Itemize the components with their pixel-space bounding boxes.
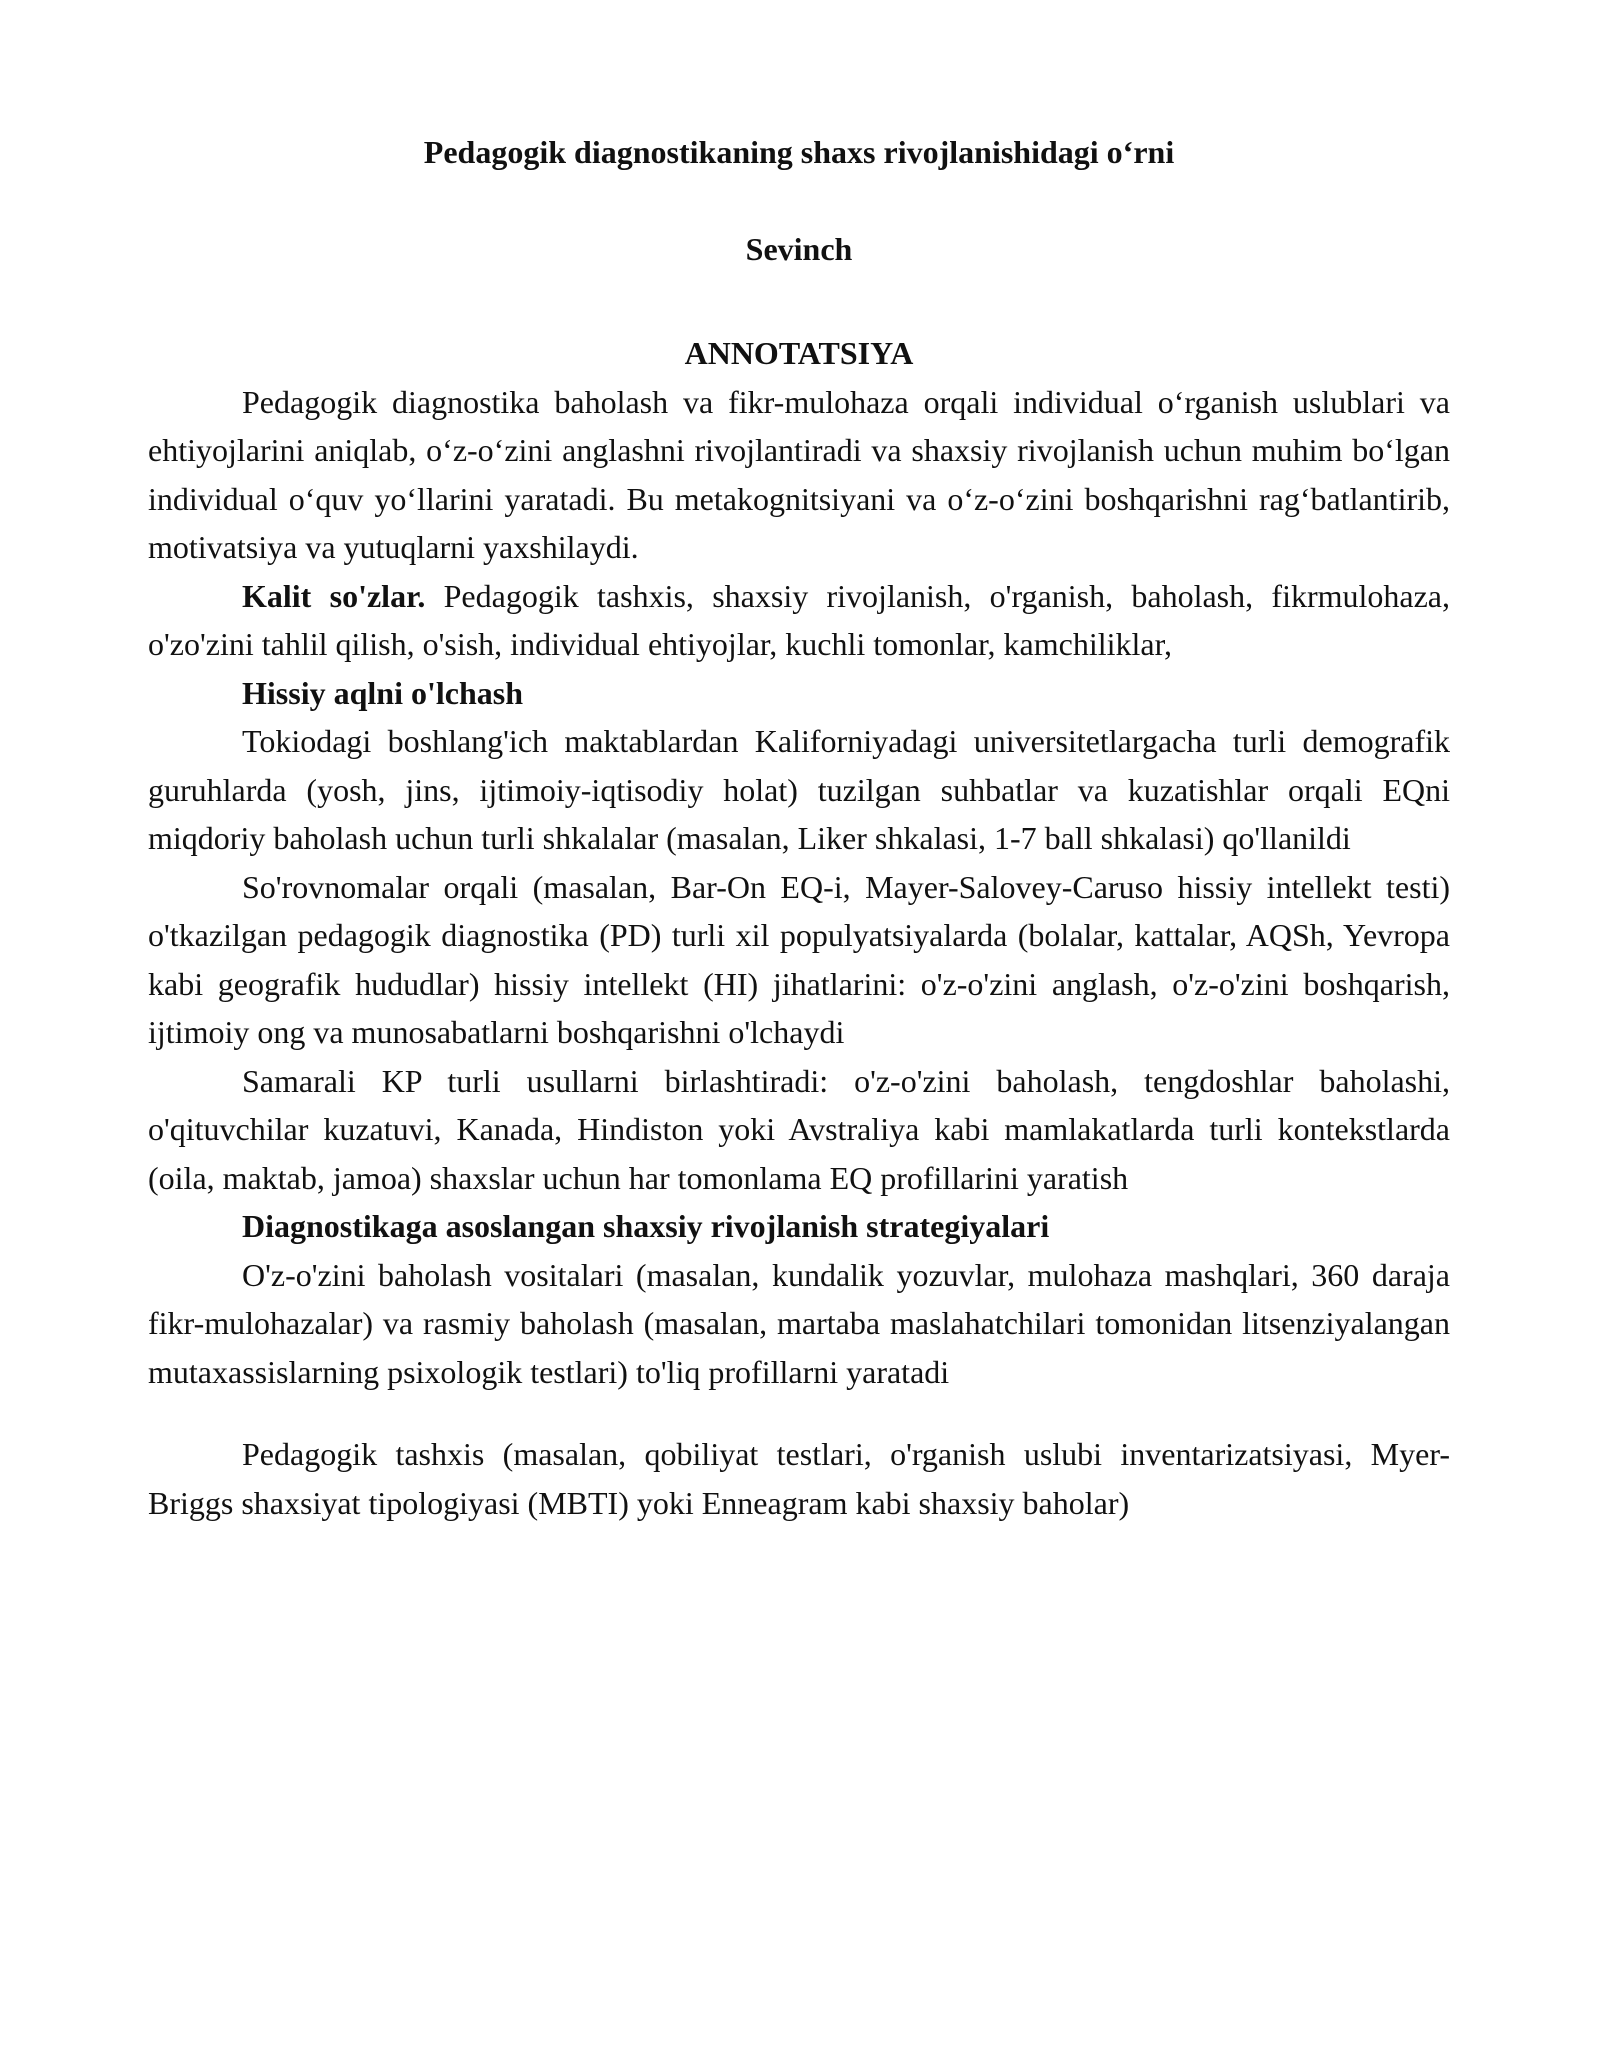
page-bottom-cut [148, 1430, 1450, 1527]
document-body [148, 128, 1450, 1527]
keywords-paragraph [148, 572, 1450, 669]
annotation-paragraph: Pedagogik diagnostika baholash va fikr-mulohaza orqali individual oʻrganish uslublari va ehtiyojlarini aniqlab, oʻz-oʻzini anglashni rivojlantiradi va shaxsiy rivojlanish uchun muhim boʻlgan individual oʻquv yoʻllarini yaratadi. Bu metakognitsiyani va oʻz-oʻzini boshqarishni ragʻbatlantirib, motivatsiya va yutuqlarni yaxshilaydi. [148, 383, 1450, 565]
section-paragraph: Samarali KP turli usullarni birlashtiradi: o'z-o'zini baholash, tengdoshlar baholashi, o'qituvchilar kuzatuvi, Kanada, Hindiston yoki Avstraliya kabi mamlakatlarda turli kontekstlarda (oila, maktab, jamoa) shaxslar uchun har tomonlama EQ profillarini yaratish [148, 1062, 1450, 1196]
section-paragraph: Tokiodagi boshlang'ich maktablardan Kaliforniyadagi universitetlargacha turli demografik guruhlarda (yosh, jins, ijtimoiy-iqtisodiy holat) tuzilgan suhbatlar va kuzatishlar orqali EQni miqdoriy baholash uchun turli shkalalar (masalan, Liker shkalasi, 1-7 ball shkalasi) qo'llanildi [148, 723, 1450, 856]
document-title: Pedagogik diagnostikaning shaxs rivojlanishidagi oʻrni [423, 134, 1175, 170]
author-name: Sevinch [745, 230, 853, 267]
section-heading-development-strategies: Diagnostikaga asoslangan shaxsiy rivojlanish strategiyalari [242, 1208, 1050, 1244]
keywords-label: Kalit so'zlar. [242, 577, 426, 614]
section-paragraph: So'rovnomalar orqali (masalan, Bar-On EQ-i, Mayer-Salovey-Caruso hissiy intellekt testi) o'tkazilgan pedagogik diagnostika (PD) turli xil populyatsiyalarda (bolalar, kattalar, AQSh, Yevropa kabi geografik hududlar) hissiy intellekt (HI) jihatlarini: o'z-o'zini anglash, o'z-o'zini boshqarish, ijtimoiy ong va munosabatlarni boshqarishni o'lchaydi [148, 868, 1450, 1050]
section-paragraph: Pedagogik tashxis (masalan, qobiliyat testlari, o'rganish uslubi inventarizatsiyasi, Myer-Briggs shaxsiyat tipologiyasi (MBTI) yoki Enneagram kabi shaxsiy baholar) [148, 1436, 1450, 1521]
annotation-heading: ANNOTATSIYA [684, 335, 914, 371]
section-heading-emotional-intelligence: Hissiy aqlni o'lchash [242, 674, 523, 711]
keywords-list: Pedagogik tashxis, shaxsiy rivojlanish, o'rganish, baholash, fikrmulohaza, o'zo'zini tahlil qilish, o'sish, individual ehtiyojlar, kuchli tomonlar, kamchiliklar, [148, 577, 1450, 662]
section-paragraph: O'z-o'zini baholash vositalari (masalan, kundalik yozuvlar, mulohaza mashqlari, 360 daraja fikr-mulohazalar) va rasmiy baholash (masalan, martaba maslahatchilari tomonidan litsenziyalangan mutaxassislarning psixologik testlari) to'liq profillarni yaratadi [148, 1256, 1450, 1390]
